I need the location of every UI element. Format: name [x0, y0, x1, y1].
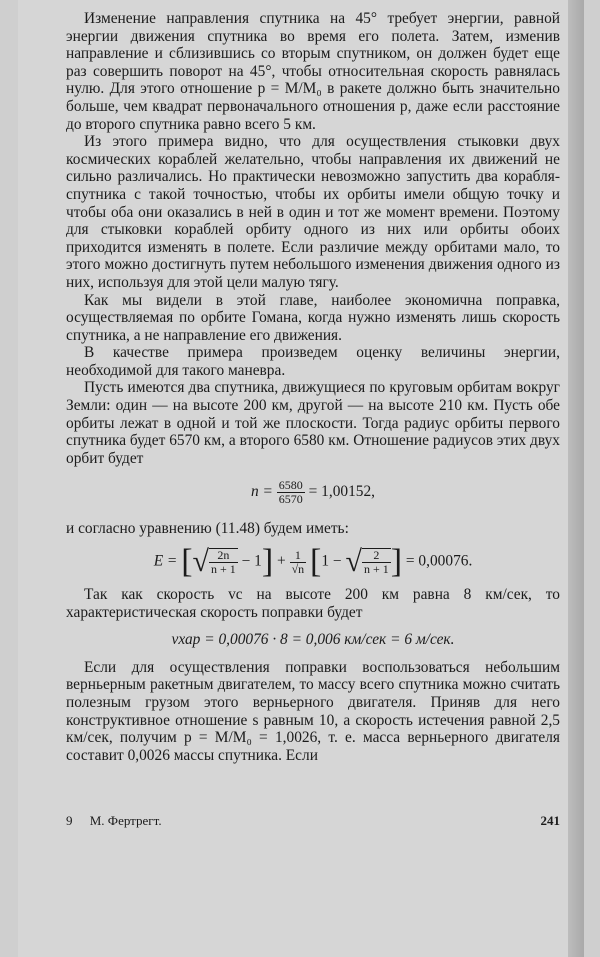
fraction-denominator: n + 1: [210, 562, 236, 577]
formula-lhs: n =: [250, 483, 273, 501]
fraction: [277, 479, 305, 506]
paragraph: Изменение направления спутника на 45° требует энергии, равной энергии движения спутника во время его полета. Затем, изменив направление и сблизившись со вторым спутником, он должен будет еще раз совершить поворот на 45°, чтобы относительная скорость равнялась нулю. Для этого отношение p = M/M₀ в ракете должно быть значительно больше, чем квадрат первоначального отношения p, даже если расстояние до второго спутника равно всего 5 км.: [66, 10, 560, 133]
formula-rhs: = 0,00076.: [405, 552, 473, 570]
page-number: 241: [540, 813, 560, 828]
page-footer: [66, 813, 560, 829]
author-name: М. Фертрегт.: [89, 813, 162, 828]
formula-energy: E = [√ $\frac{2n}{n + 1}$ − 1] + $\frac{1}{√n}$ [1 − √ $\frac{2}{n + 1}$ ] = 0,00076.: [153, 543, 473, 581]
fraction-denominator: √n: [291, 561, 305, 576]
paragraph: Если для осуществления поправки воспользоваться небольшим верньерным ракетным двигателем, то массу всего спутника можно считать полезным грузом этого верньерного двигателя. Приняв для него конструктивное отношение s равным 10, а скорость истечения равной 2,5 км/сек, получим p = M/M₀ = 1,0026, т. е. масса верньерного двигателя составит 0,0026 массы спутника. Если: [66, 658, 560, 764]
fraction: [362, 549, 391, 576]
formula-lhs: E =: [153, 552, 178, 570]
formula-rhs: = 1,00152,: [308, 483, 376, 501]
minus-one: − 1: [241, 552, 262, 570]
equation-intro: и согласно уравнению (11.48) будем иметь:: [66, 520, 349, 538]
formula-ratio: [66, 479, 560, 506]
book-page: [18, 0, 584, 957]
paragraph: Пусть имеются два спутника, движущиеся по круговым орбитам вокруг Земли: один — на высоте 200 км, другой — на высоте 210 км. Пусть обе орбиты лежат в одной и той же плоскости. Тогда радиус орбиты первого спутника будет 6570 км, а второго 6580 км. Отношение радиусов этих двух орбит будет: [66, 379, 560, 467]
paragraph: Из этого примера видно, что для осуществления стыковки двух космических кораблей желательно, чтобы направления их движений не сильно различались. Но практически невозможно запустить два корабля-спутника с такой точностью, чтобы их орбиты имели общую точку и чтобы оба они оказались в ней в один и тот же момент времени. Поэтому для стыковки кораблей орбиту одного из них или орбиты обоих приходится изменять в полете. Если различие между орбитами мало, то этого можно достигнуть путем небольшого изменения движения одного из них, используя для этой цели малую тягу.: [66, 133, 560, 291]
formula-speed: vхар = 0,00076 · 8 = 0,006 км/сек = 6 м/сек.: [171, 631, 455, 649]
fraction-numerator: 2n: [209, 549, 238, 563]
plus-sign: +: [277, 552, 286, 570]
paragraph: Как мы видели в этой главе, наиболее экономична поправка, осуществляемая по орбите Гомана, когда нужно изменять лишь скорость спутника, а не направление его движения.: [66, 291, 560, 344]
fraction-numerator: 2: [362, 549, 391, 563]
page-gutter: [568, 0, 584, 957]
fraction: [209, 549, 238, 576]
page-body: [66, 10, 560, 764]
signature-mark: 9: [66, 813, 73, 828]
fraction-denominator: n + 1: [363, 562, 389, 577]
fraction-numerator: 1: [290, 549, 307, 563]
fraction-denominator: 6570: [278, 492, 303, 507]
fraction: [290, 549, 307, 576]
one-minus: 1 −: [321, 552, 342, 570]
fraction-numerator: 6580: [278, 478, 303, 493]
paragraph: Так как скорость vc на высоте 200 км равна 8 км/сек, то характеристическая скорость поправки будет: [66, 586, 560, 621]
paragraph: В качестве примера произведем оценку величины энергии, необходимой для такого маневра.: [66, 344, 560, 379]
